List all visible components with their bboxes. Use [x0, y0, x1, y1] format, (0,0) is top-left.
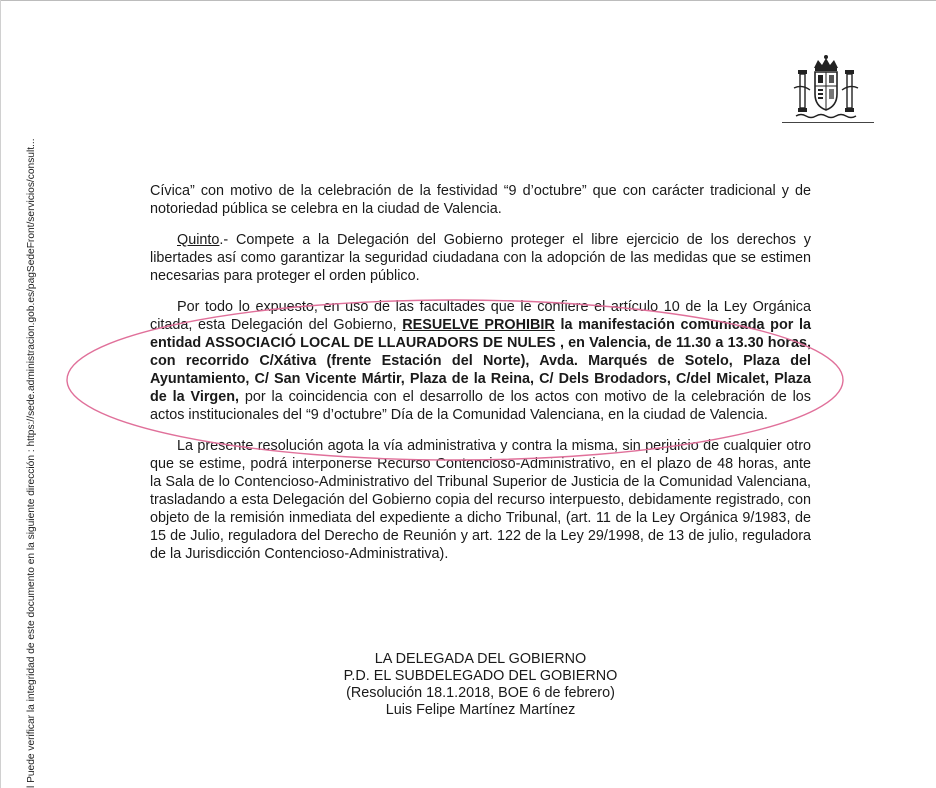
signature-title: LA DELEGADA DEL GOBIERNO — [374, 651, 587, 667]
paragraph-resolution — [150, 298, 811, 424]
paragraph-civica: Cívica” con motivo de la celebración de la festividad “9 d’octubre” que con carácter tradicional y de notoriedad pública se celebra en la ciudad de Valencia. — [150, 183, 811, 217]
resolution-intro: Por todo lo expuesto, en uso de las facultades que le confiere el artículo 10 de la Ley Orgánica citada, esta Delegación del Gobierno, — [150, 299, 811, 333]
paragraph-appeal: La presente resolución agota la vía administrativa y contra la misma, sin perjuicio de cualquier otro que se estime, podrá interponerse Recurso Contencioso-Administrativo, en el plazo de 48 horas, ante la Sala de lo Contencioso-Administrativo del Tribunal Superior de Justicia de la Comunidad Valenciana, trasladando a esta Delegación del Gobierno copia del recurso interpuesto, debidamente registrado, con objeto de la remisión inmediata del expediente a dicho Tribunal, (art. 11 de la Ley Orgánica 9/1983, de 15 de Julio, reguladora del Derecho de Reunión y art. 122 de la Ley 29/1998, de 13 de julio, reguladora de la Jurisdicción Contencioso-Administrativa). — [150, 438, 811, 562]
paragraph-heading-quinto: Quinto — [177, 232, 220, 248]
signature-reference: (Resolución 18.1.2018, BOE 6 de febrero) — [346, 685, 615, 701]
paragraph-quinto-text: .- Compete a la Delegación del Gobierno proteger el libre ejercicio de los derechos y libertades así como garantizar la seguridad ciudadana con la adopción de las medidas que se estimen necesarias para proteger el orden público. — [150, 232, 811, 284]
resolution-verdict: RESUELVE PROHIBIR — [402, 317, 555, 333]
verification-side-note: l Puede verificar la integridad de este documento en la siguiente dirección : https://sede.administracion.gob.es/pagSedeFront/servicios/consult... — [26, 138, 37, 788]
signature-delegation: P.D. EL SUBDELEGADO DEL GOBIERNO — [343, 668, 618, 684]
spanish-coat-of-arms-icon — [790, 54, 862, 120]
page-left-border — [0, 0, 1, 788]
paragraph-quinto — [150, 231, 811, 285]
signature-name: Luis Felipe Martínez Martínez — [385, 702, 576, 718]
resolution-route-details: la manifestación comunicada por la entidad ASSOCIACIÓ LOCAL DE LLAURADORS DE NULES , en Valencia, de 11.30 a 13.30 horas, con recorrido C/Xátiva (frente Estación del Norte), Avda. Marqués de Sotelo, Plaza del Ayuntamiento, C/ San Vicente Mártir, Plaza de la Reina, C/ Dels Brodadors, C/del Micalet, Plaza de la Virgen, — [150, 317, 811, 405]
page-top-border — [0, 0, 936, 1]
signature-block — [150, 651, 811, 719]
document-body — [150, 182, 811, 576]
resolution-reason: por la coincidencia con el desarrollo de los actos con motivo de la celebración de los actos institucionales del “9 d’octubre” Día de la Comunidad Valenciana, en la ciudad de Valencia. — [150, 389, 811, 423]
header-rule — [782, 122, 874, 123]
